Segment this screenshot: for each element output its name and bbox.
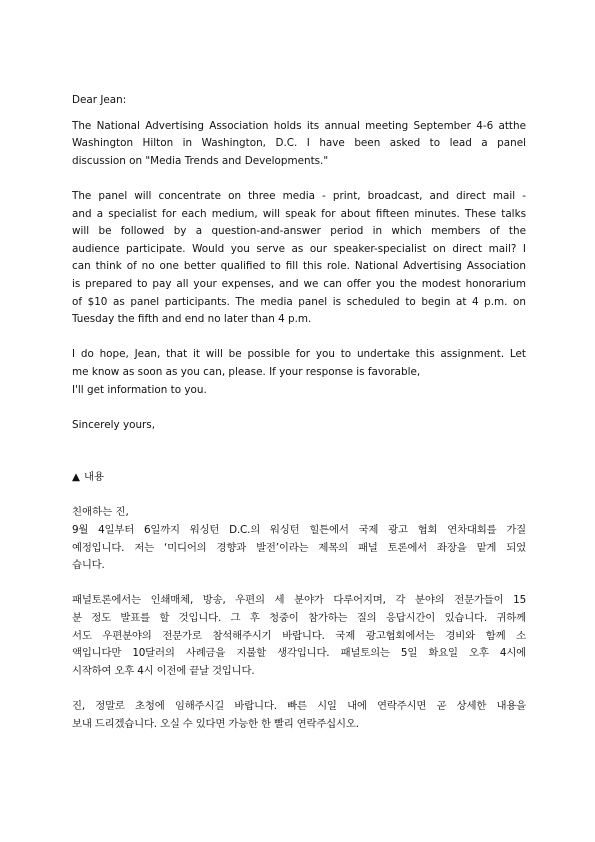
text-line: 습니다. [72,559,105,572]
text-line: and a specialist for each medium, will speak for about fifteen minutes. These talks [72,207,526,220]
translation-paragraph-2 [72,592,526,680]
text-line: 서도 우편분야의 전문가로 참석해주시기 바랍니다. 국제 광고협회에서는 경비와 함께 소 [72,629,526,642]
text-line: The panel will concentrate on three media - print, broadcast, and direct mail - [72,189,526,202]
text-line: will be followed by a question-and-answer period in which members of the [72,225,526,238]
text-line: is prepared to pay all your expenses, and we can offer you the modest honorarium [72,277,526,290]
translation-greeting: 친애하는 진, [72,506,129,519]
text-line: 시작하여 오후 4시 이전에 끝날 것입니다. [72,664,255,677]
translation-paragraph-3 [72,698,526,733]
text-line: The National Advertising Association holds its annual meeting September 4-6 atthe [72,119,526,132]
text-line: of $10 as panel participants. The media panel is scheduled to begin at 4 p.m. on [72,295,526,308]
text-line: can think of no one better qualified to fill this role. National Advertising Association [72,260,526,273]
letter-paragraph-2 [72,188,526,329]
text-line: audience participate. Would you serve as our speaker-specialist on direct mail? I [72,242,526,255]
document-page [72,92,526,733]
text-line: discussion on "Media Trends and Developments." [72,154,329,167]
text-line: 액입니다만 10달러의 사례금을 지불할 생각입니다. 패널토의는 5일 화요일 오후 4시에 [72,647,526,660]
text-line: me know as soon as you can, please. If your response is favorable, [72,365,421,378]
text-line: I'll get information to you. [72,383,207,396]
text-line: I do hope, Jean, that it will be possible for you to undertake this assignment. Let [72,348,526,361]
triangle-marker-icon: ▲ [72,471,80,484]
letter-paragraph-1 [72,118,526,171]
text-line: 9월 4일부터 6일까지 워싱턴 D.C.의 워싱턴 힐튼에서 국제 광고 협회 연차대회를 가질 [72,524,526,537]
letter-paragraph-3 [72,346,526,399]
text-line: 분 정도 발표를 할 것입니다. 그 후 청중이 참가하는 질의 응답시간이 있습니다. 귀하께 [72,612,526,625]
section-heading [72,469,526,487]
text-line: 진, 정말로 초청에 임해주시길 바랍니다. 빠른 시일 내에 연락주시면 곧 상세한 내용을 [72,700,526,712]
closing: Sincerely yours, [72,418,156,431]
section-title: 내용 [84,471,105,484]
text-line: 보내 드리겠습니다. 오실 수 있다면 가능한 한 빨리 연락주십시오. [72,717,359,730]
salutation: Dear Jean: [72,94,127,106]
text-line: 패널토론에서는 인쇄매체, 방송, 우편의 세 분야가 다루어지며, 각 분야의 전문가들이 15 [72,594,526,607]
text-line: 예정입니다. 저는 ‘미디어의 경향과 발전’이라는 제목의 패널 토론에서 좌장을 맡게 되었 [72,541,526,554]
text-line: Washington Hilton in Washington, D.C. I have been asked to lead a panel [72,137,526,150]
text-line: Tuesday the fifth and end no later than 4 p.m. [72,313,312,326]
translation-paragraph-1 [72,522,526,575]
